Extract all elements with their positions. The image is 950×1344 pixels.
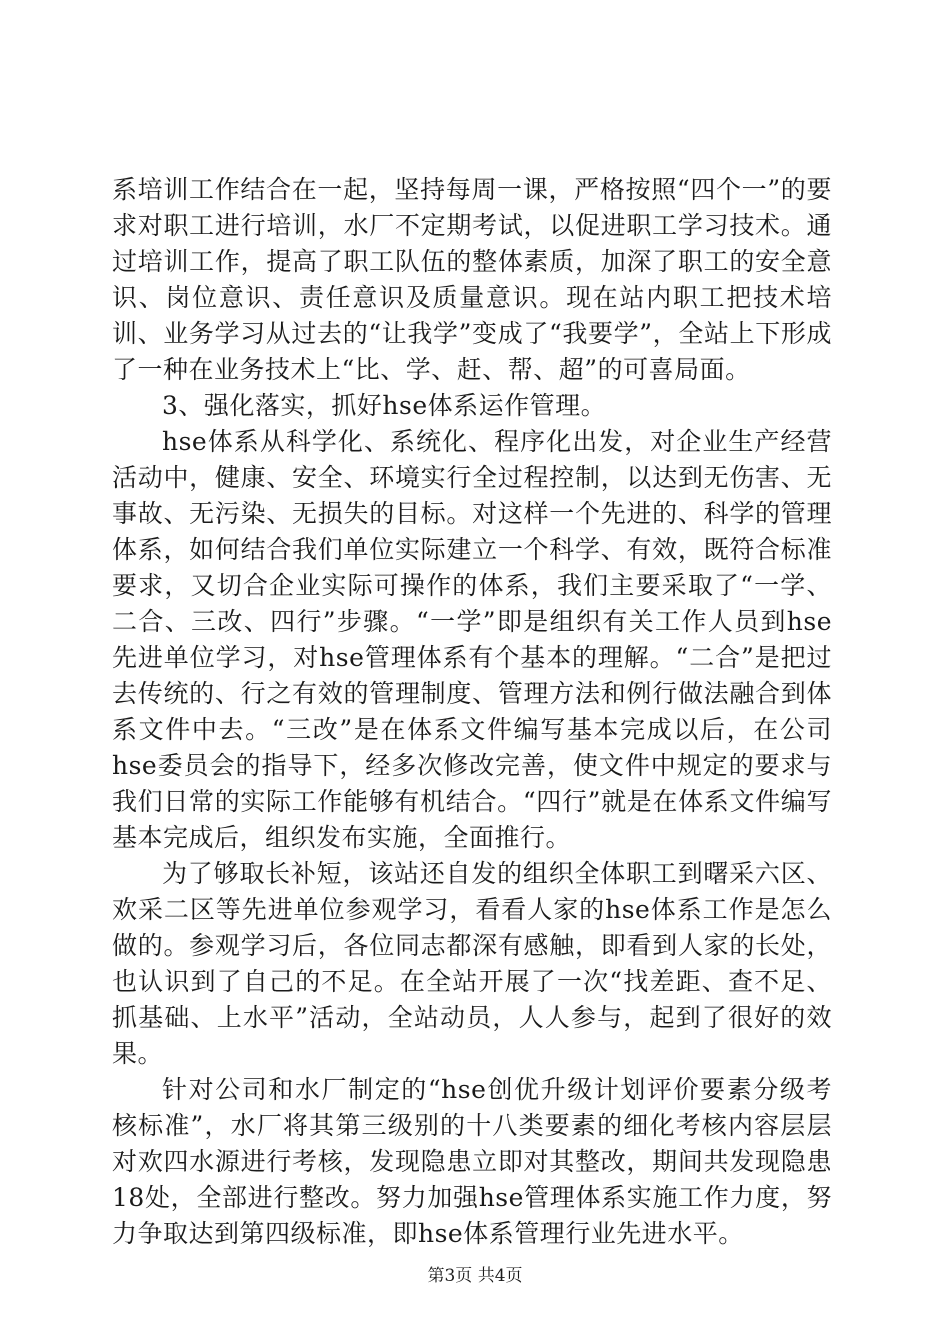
paragraph-hse-assessment: 针对公司和水厂制定的“hse创优升级计划评价要素分级考核标准”，水厂将其第三级别的十八类要素的细化考核内容层层对欢四水源进行考核，发现隐患立即对其整改，期间共发现隐患18处，全部进行整改。努力加强hse管理体系实施工作力度，努力争取达到第四级标准，即hse体系管理行业先进水平。	[112, 1075, 832, 1248]
paragraph-visit-learning: 为了够取长补短，该站还自发的组织全体职工到曙采六区、欢采二区等先进单位参观学习，看看人家的hse体系工作是怎么做的。参观学习后，各位同志都深有感触，即看到人家的长处，也认识到了自己的不足。在全站开展了一次“找差距、查不足、抓基础、上水平”活动，全站动员，人人参与，起到了很好的效果。	[112, 859, 832, 1068]
page-number-footer: 第3页 共4页	[427, 1266, 523, 1286]
paragraph-hse-system: hse体系从科学化、系统化、程序化出发，对企业生产经营活动中，健康、安全、环境实行全过程控制，以达到无伤害、无事故、无污染、无损失的目标。对这样一个先进的、科学的管理体系，如何结合我们单位实际建立一个科学、有效，既符合标准要求，又切合企业实际可操作的体系，我们主要采取了“一学、二合、三改、四行”步骤。“一学”即是组织有关工作人员到hse先进单位学习，对hse管理体系有个基本的理解。“二合”是把过去传统的、行之有效的管理制度、管理方法和例行做法融合到体系文件中去。“三改”是在体系文件编写基本完成以后，在公司hse委员会的指导下，经多次修改完善，使文件中规定的要求与我们日常的实际工作能够有机结合。“四行”就是在体系文件编写基本完成后，组织发布实施，全面推行。	[112, 427, 832, 852]
document-body	[112, 172, 832, 1252]
paragraph-training-continued: 系培训工作结合在一起，坚持每周一课，严格按照“四个一”的要求对职工进行培训，水厂不定期考试，以促进职工学习技术。通过培训工作，提高了职工队伍的整体素质，加深了职工的安全意识、岗位意识、责任意识及质量意识。现在站内职工把技术培训、业务学习从过去的“让我学”变成了“我要学”，全站上下形成了一种在业务技术上“比、学、赶、帮、超”的可喜局面。	[112, 175, 832, 384]
section-heading-hse-operation: 3、强化落实，抓好hse体系运作管理。	[162, 391, 607, 420]
